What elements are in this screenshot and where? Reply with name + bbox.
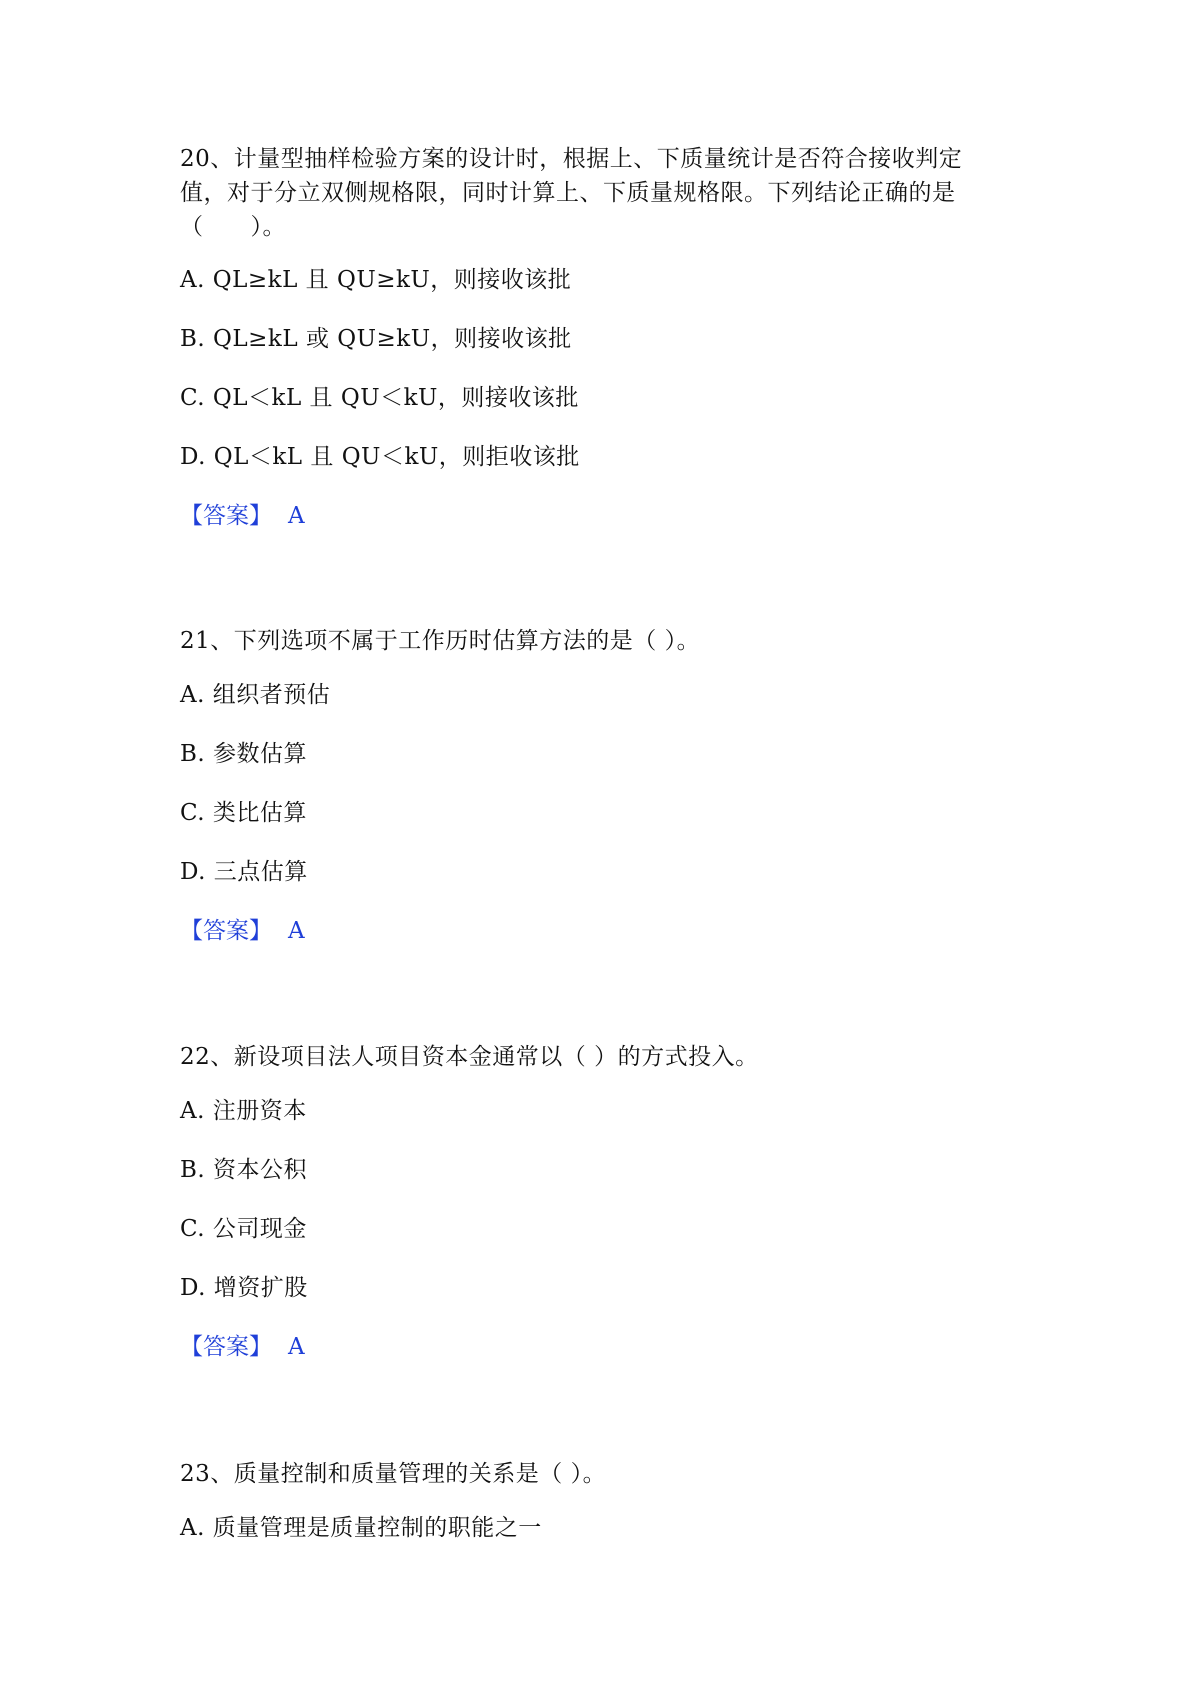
option-c: C. 类比估算 <box>180 800 307 826</box>
answer-line <box>180 1332 1000 1362</box>
question-20 <box>180 142 1000 531</box>
option-b: B. 参数估算 <box>180 741 308 767</box>
option-a: A. 质量管理是质量控制的职能之一 <box>180 1515 542 1541</box>
option-list <box>180 265 1000 501</box>
option-d: D. 三点估算 <box>180 859 308 885</box>
question-23 <box>180 1457 1000 1572</box>
stem-line: 23、质量控制和质量管理的关系是（ ）。 <box>180 1461 607 1487</box>
answer-label: 【答案】 <box>180 918 272 944</box>
stem-line: 20、计量型抽样检验方案的设计时，根据上、下质量统计是否符合接收判定 <box>180 146 963 172</box>
option-d: D. 增资扩股 <box>180 1275 308 1301</box>
answer-value: A <box>288 1334 305 1360</box>
stem-line: 值，对于分立双侧规格限，同时计算上、下质量规格限。下列结论正确的是 <box>180 180 956 206</box>
option-a: A. 注册资本 <box>180 1098 307 1124</box>
option-a: A. QL≥kL 且 QU≥kU，则接收该批 <box>180 267 572 293</box>
option-c: C. 公司现金 <box>180 1216 307 1242</box>
answer-line <box>180 501 1000 531</box>
answer-line <box>180 916 1000 946</box>
stem-line: （ ）。 <box>180 214 286 240</box>
option-a: A. 组织者预估 <box>180 682 331 708</box>
question-21 <box>180 624 1000 946</box>
stem-line: 22、新设项目法人项目资本金通常以（ ）的方式投入。 <box>180 1044 759 1070</box>
question-stem <box>180 624 1000 658</box>
answer-label: 【答案】 <box>180 1334 272 1360</box>
option-list <box>180 680 1000 916</box>
option-c: C. QL＜kL 且 QU＜kU，则接收该批 <box>180 385 579 411</box>
option-list <box>180 1513 1000 1572</box>
question-22 <box>180 1040 1000 1362</box>
question-stem <box>180 1040 1000 1074</box>
answer-label: 【答案】 <box>180 503 272 529</box>
option-list <box>180 1096 1000 1332</box>
answer-value: A <box>288 503 305 529</box>
question-stem <box>180 142 1000 244</box>
option-b: B. 资本公积 <box>180 1157 308 1183</box>
answer-value: A <box>288 918 305 944</box>
stem-line: 21、下列选项不属于工作历时估算方法的是（ ）。 <box>180 628 701 654</box>
question-stem <box>180 1457 1000 1491</box>
option-d: D. QL＜kL 且 QU＜kU，则拒收该批 <box>180 444 580 470</box>
option-b: B. QL≥kL 或 QU≥kU，则接收该批 <box>180 326 572 352</box>
